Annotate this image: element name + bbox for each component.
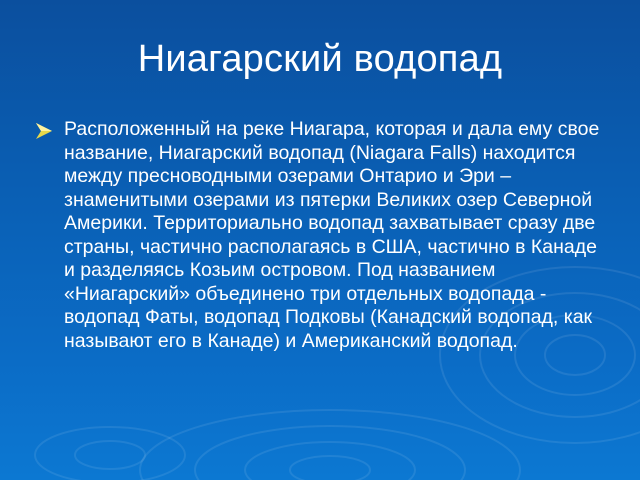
slide-content bbox=[36, 118, 606, 353]
slide-title: Ниагарский водопад bbox=[137, 38, 503, 80]
bullet-arrow-icon bbox=[36, 123, 54, 139]
bullet-item bbox=[36, 118, 606, 353]
bullet-text: Расположенный на реке Ниагара, которая и дала ему свое название, Ниагарский водопад (Niagara Falls) находится между пресноводными озерами Онтарио и Эри – знаменитыми озерами из пятерки Великих озер Северной Америки. Территориально водопад захватывает сразу две страны, частично располагаясь в США, частично в Канаде и разделяясь Козьим островом. Под названием «Ниагарский» объединено три отдельных водопада - водопад Фаты, водопад Подковы (Канадский водопад, как называют его в Канаде) и Американский водопад. bbox=[64, 118, 600, 352]
